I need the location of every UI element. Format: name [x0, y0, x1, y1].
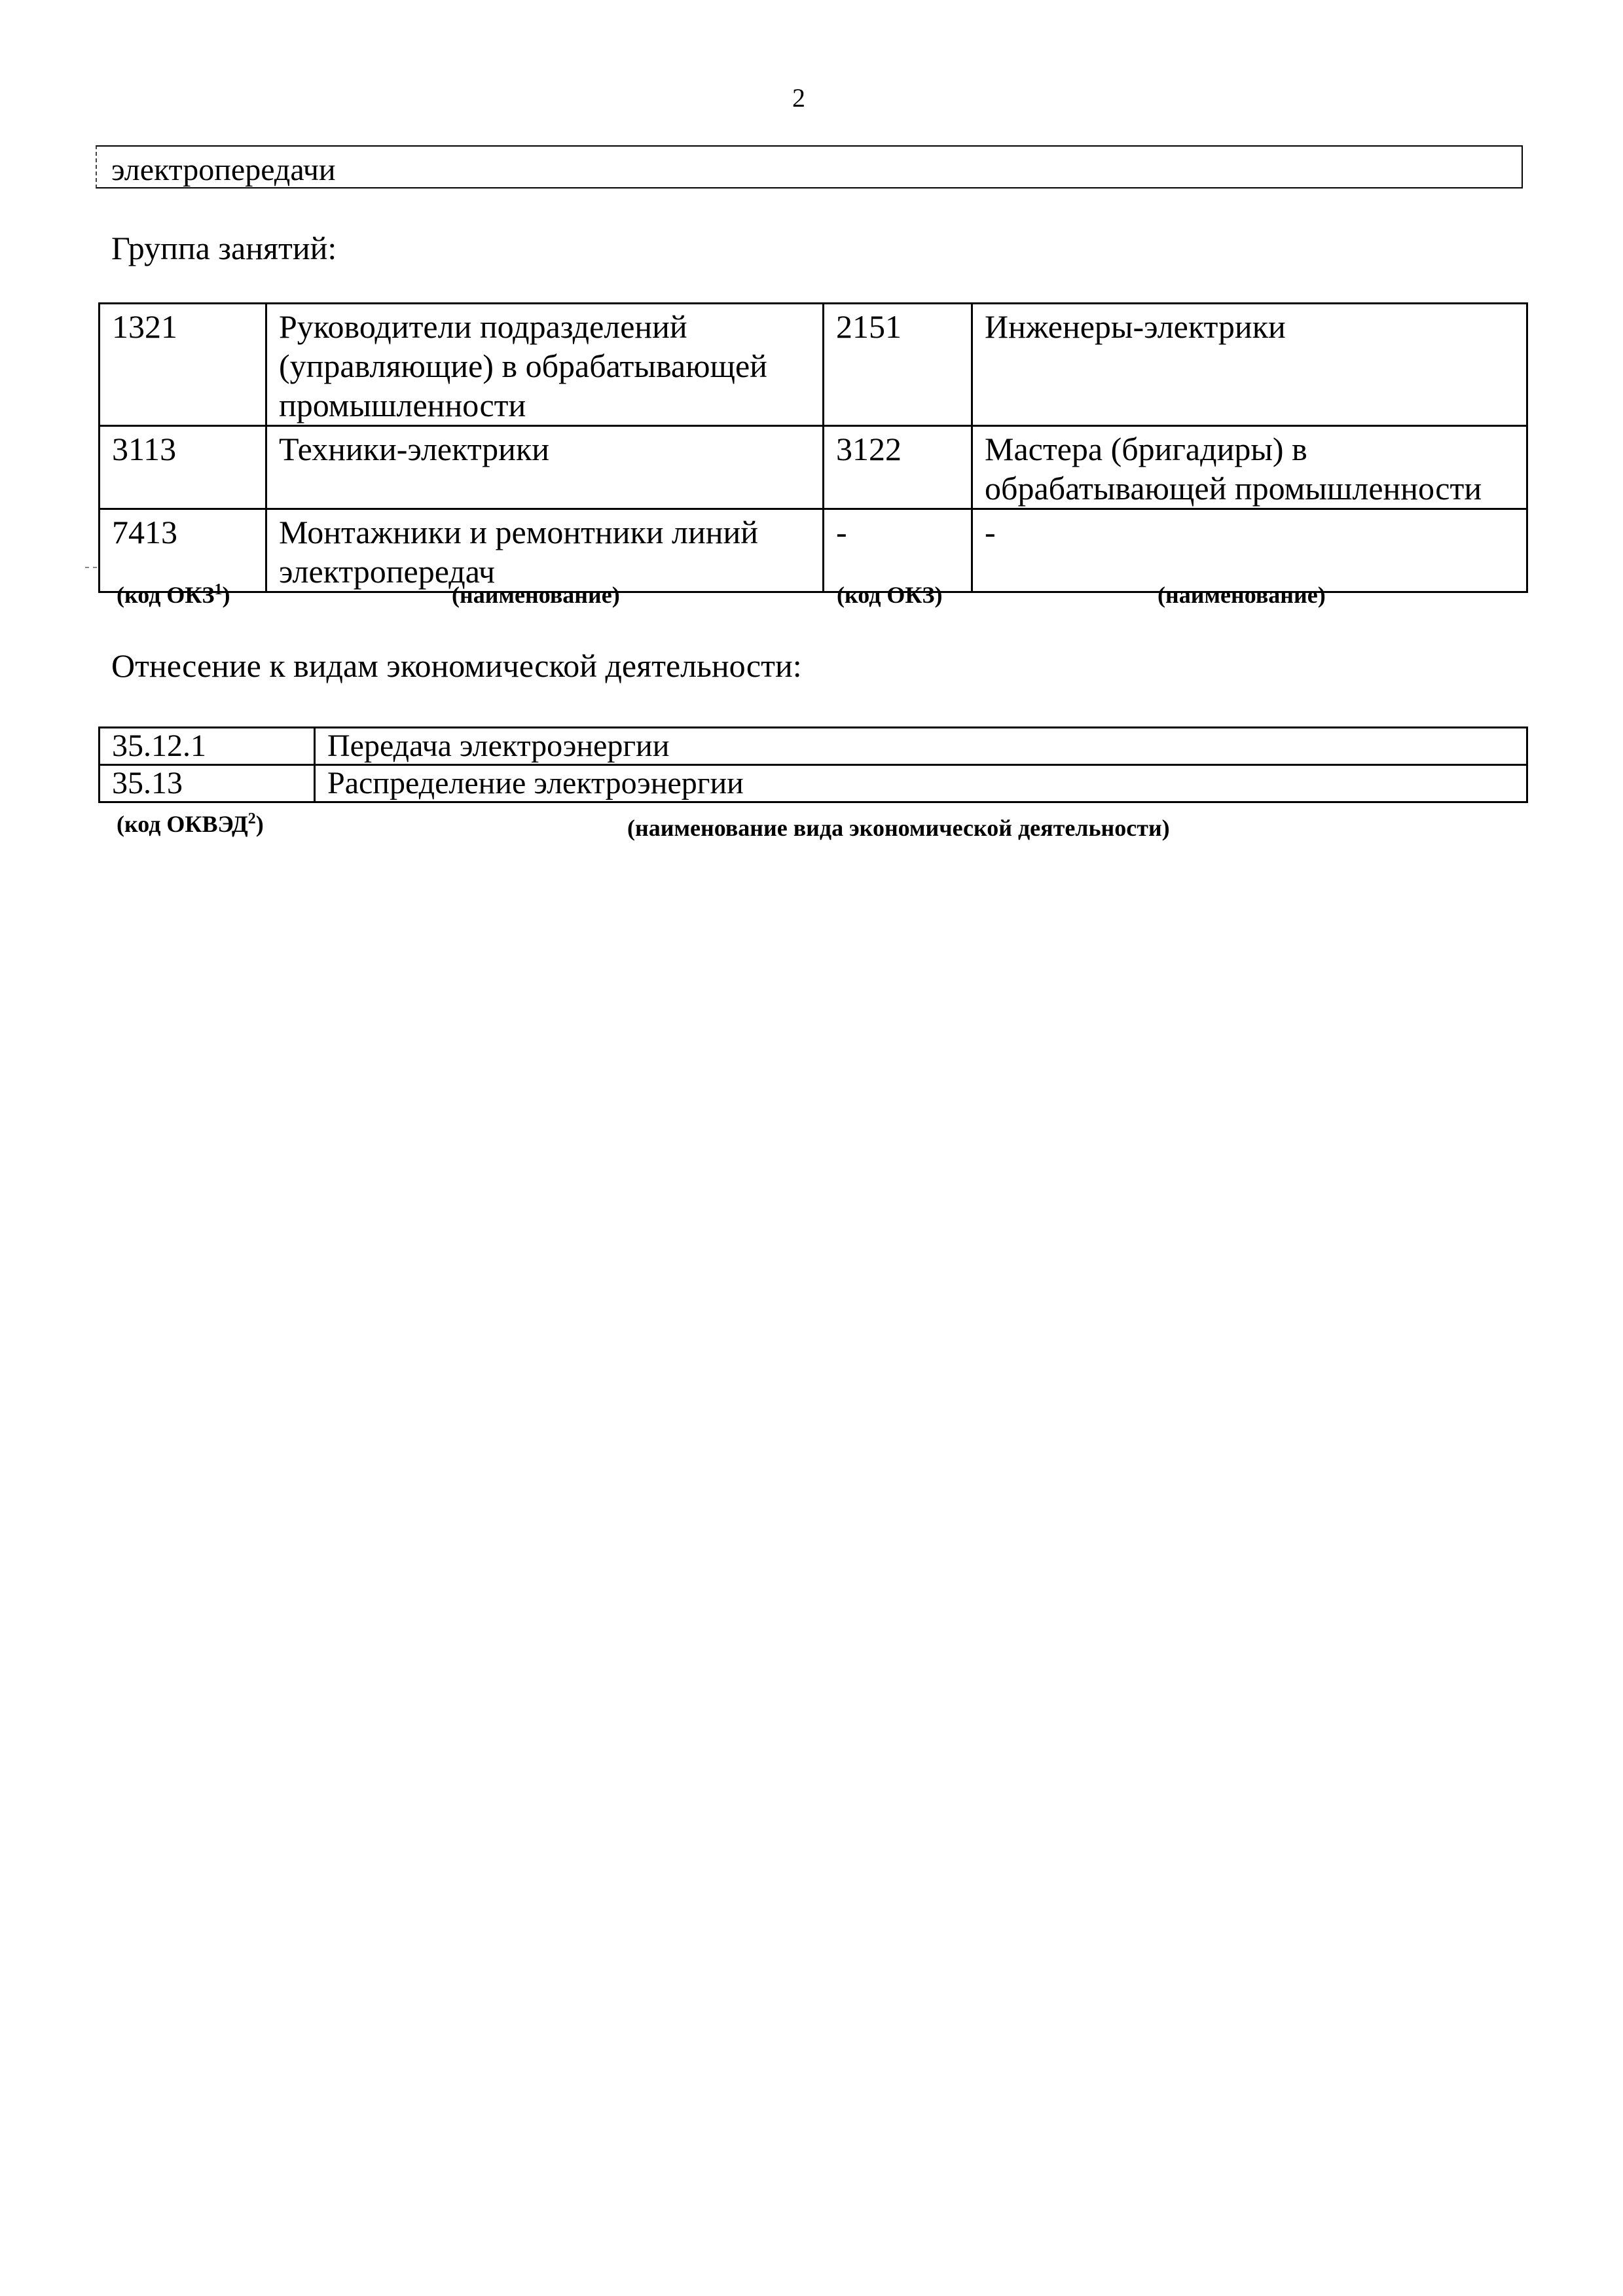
okved-name-cell: Распределение электроэнергии: [315, 765, 1527, 802]
okz-code-cell: 2151: [824, 304, 972, 426]
okz-name-cell: -: [972, 509, 1527, 592]
okz-code-cell: 3113: [100, 426, 266, 509]
okved-code-caption: (код ОКВЭД$^2$): [117, 810, 264, 837]
okz-code-cell: 3122: [824, 426, 972, 509]
table-row: [100, 728, 1527, 765]
okz-name-cell: Инженеры-электрики: [972, 304, 1527, 426]
okved-name-caption: (наименование вида экономической деятельности): [627, 815, 1170, 841]
okz-code-cell: 7413: [100, 509, 266, 592]
okz-name-cell: Мастера (бригадиры) в обрабатывающей промышленности: [972, 426, 1527, 509]
okz-code-caption-2: (код ОКЗ): [837, 582, 943, 608]
okz-code-cell: -: [824, 509, 972, 592]
okz-name-cell: Руководители подразделений (управляющие) в обрабатывающей промышленности: [266, 304, 824, 426]
occupation-group-table: [98, 302, 1528, 593]
okz-code-caption: (код ОКЗ$^1$): [117, 581, 230, 608]
table-row: [100, 304, 1527, 426]
table-row: [100, 509, 1527, 592]
page-number: 2: [792, 83, 805, 113]
occupation-group-heading: Группа занятий:: [111, 230, 337, 266]
economic-activity-table: [98, 726, 1528, 803]
okz-name-caption-2: (наименование): [1158, 582, 1326, 608]
okz-code-cell: 1321: [100, 304, 266, 426]
okved-code-cell: 35.12.1: [100, 728, 315, 765]
okz-name-caption: (наименование): [452, 582, 620, 608]
table-row: [100, 426, 1527, 509]
economic-activity-heading: Отнесение к видам экономической деятельности:: [111, 647, 802, 684]
okved-name-cell: Передача электроэнергии: [315, 728, 1527, 765]
scan-artifact: [85, 567, 97, 568]
okz-name-cell: Монтажники и ремонтники линий электропередач: [266, 509, 824, 592]
okz-name-cell: Техники-электрики: [266, 426, 824, 509]
continuation-text: электропередачи: [111, 152, 336, 187]
okved-code-cell: 35.13: [100, 765, 315, 802]
table-row: [100, 765, 1527, 802]
continuation-field: [96, 145, 1523, 188]
